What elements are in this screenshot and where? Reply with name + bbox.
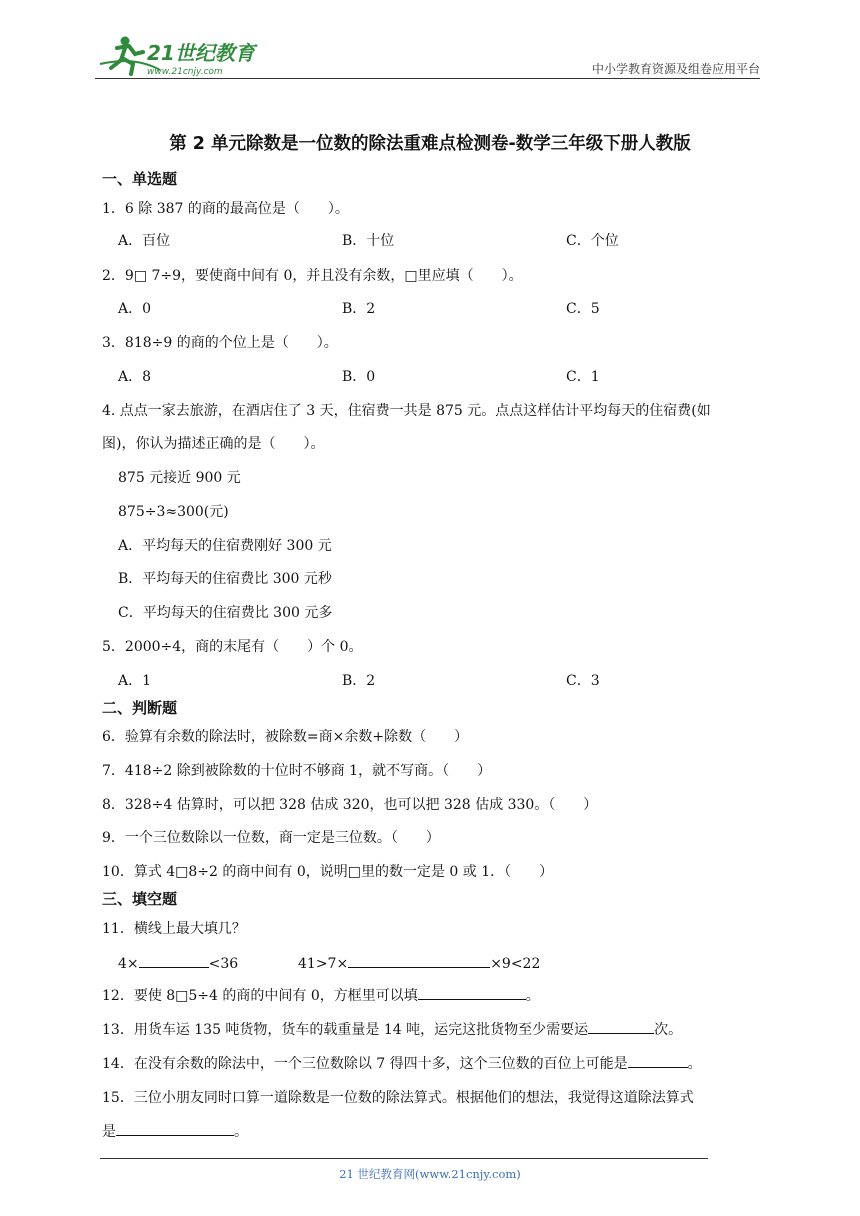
question-15-line-2 xyxy=(102,1121,248,1141)
question-9: 9．一个三位数除以一位数，商一定是三位数。（ ） xyxy=(102,830,440,846)
q15-text: 是 xyxy=(102,1124,116,1140)
section-heading-fill-in: 三、填空题 xyxy=(102,890,178,908)
q11-part-1 xyxy=(118,953,238,972)
svg-text:21世纪教育: 21世纪教育 xyxy=(147,41,255,65)
q4-estimate-1: 875 元接近 900 元 xyxy=(118,470,241,486)
logo-21cnjy xyxy=(95,34,265,78)
q5-option-c: C．3 xyxy=(566,673,600,689)
q11-blank-2[interactable] xyxy=(348,953,490,968)
platform-name: 中小学教育资源及组卷应用平台 xyxy=(591,62,760,76)
question-4-line-1: 4. 点点一家去旅游，在酒店住了 3 天，住宿费一共是 875 元。点点这样估计平均每天的住宿费(如 xyxy=(102,403,711,419)
question-13 xyxy=(102,1019,682,1039)
q11-part-2-prefix: 41>7× xyxy=(298,956,349,972)
section-heading-single-choice: 一、单选题 xyxy=(102,170,178,188)
q3-option-c: C．1 xyxy=(566,369,600,385)
question-10: 10．算式 4□8÷2 的商中间有 0，说明□里的数一定是 0 或 1．（ ） xyxy=(102,864,554,880)
q11-part-2 xyxy=(298,953,540,972)
q1-option-a: A．百位 xyxy=(118,233,171,249)
page-header xyxy=(95,30,760,80)
question-4-line-2: 图)，你认为描述正确的是（ ）。 xyxy=(102,436,325,452)
q11-part-1-suffix: <36 xyxy=(208,956,239,972)
q13-end: 次。 xyxy=(654,1022,683,1038)
footer-link[interactable]: 21 世纪教育网(www.21cnjy.com) xyxy=(339,1167,521,1181)
question-12 xyxy=(102,985,540,1005)
question-3: 3．818÷9 的商的个位上是（ ）。 xyxy=(102,335,338,351)
q12-end: 。 xyxy=(525,988,540,1004)
section-heading-true-false: 二、判断题 xyxy=(102,699,178,717)
q3-option-a: A．8 xyxy=(118,369,152,385)
q4-option-c: C．平均每天的住宿费比 300 元多 xyxy=(118,605,333,621)
question-11: 11．横线上最大填几？ xyxy=(102,921,246,937)
q1-option-c: C．个位 xyxy=(566,233,619,249)
q14-end: 。 xyxy=(687,1056,702,1072)
q11-part-2-suffix: ×9<22 xyxy=(490,956,541,972)
header-rule xyxy=(95,78,760,79)
q4-option-b: B．平均每天的住宿费比 300 元秒 xyxy=(118,571,332,587)
question-1: 1．6 除 387 的商的最高位是（ ）。 xyxy=(102,201,349,217)
q14-text: 14．在没有余数的除法中，一个三位数除以 7 得四十多，这个三位数的百位上可能是 xyxy=(102,1056,628,1072)
question-6: 6．验算有余数的除法时，被除数=商×余数+除数（ ） xyxy=(102,729,469,745)
q12-text: 12．要使 8□5÷4 的商的中间有 0，方框里可以填 xyxy=(102,988,418,1004)
q15-end: 。 xyxy=(234,1124,248,1140)
q14-blank[interactable] xyxy=(628,1053,688,1068)
question-14 xyxy=(102,1053,702,1073)
question-8: 8．328÷4 估算时，可以把 328 估成 320，也可以把 328 估成 330。（ ） xyxy=(102,797,598,813)
q13-text: 13．用货车运 135 吨货物，货车的载重量是 14 吨，运完这批货物至少需要运 xyxy=(102,1022,589,1038)
footer-rule xyxy=(100,1158,708,1159)
question-2: 2．9□ 7÷9，要使商中间有 0，并且没有余数，□里应填（ ）。 xyxy=(102,268,523,284)
q5-option-b: B．2 xyxy=(342,673,376,689)
q4-option-a: A．平均每天的住宿费刚好 300 元 xyxy=(118,538,332,554)
q3-option-b: B．0 xyxy=(342,369,376,385)
q13-blank[interactable] xyxy=(588,1019,654,1034)
q2-option-c: C．5 xyxy=(566,301,600,317)
q2-option-a: A．0 xyxy=(118,301,152,317)
q5-option-a: A．1 xyxy=(118,673,152,689)
q4-estimate-2: 875÷3≈300(元) xyxy=(118,504,229,520)
document-title: 第 2 单元除数是一位数的除法重难点检测卷-数学三年级下册人教版 xyxy=(169,134,691,154)
svg-text:www.21cnjy.com: www.21cnjy.com xyxy=(147,67,223,77)
q11-part-1-prefix: 4× xyxy=(118,956,139,972)
q2-option-b: B．2 xyxy=(342,301,376,317)
question-7: 7．418÷2 除到被除数的十位时不够商 1，就不写商。（ ） xyxy=(102,763,492,779)
q1-option-b: B．十位 xyxy=(342,233,395,249)
q11-blank-1[interactable] xyxy=(139,953,209,968)
question-5: 5．2000÷4，商的末尾有（ ）个 0。 xyxy=(102,639,363,655)
q15-blank[interactable] xyxy=(116,1121,234,1136)
question-15-line-1: 15．三位小朋友同时口算一道除数是一位数的除法算式。根据他们的想法，我觉得这道除法算式 xyxy=(102,1090,694,1106)
q12-blank[interactable] xyxy=(418,985,526,1000)
